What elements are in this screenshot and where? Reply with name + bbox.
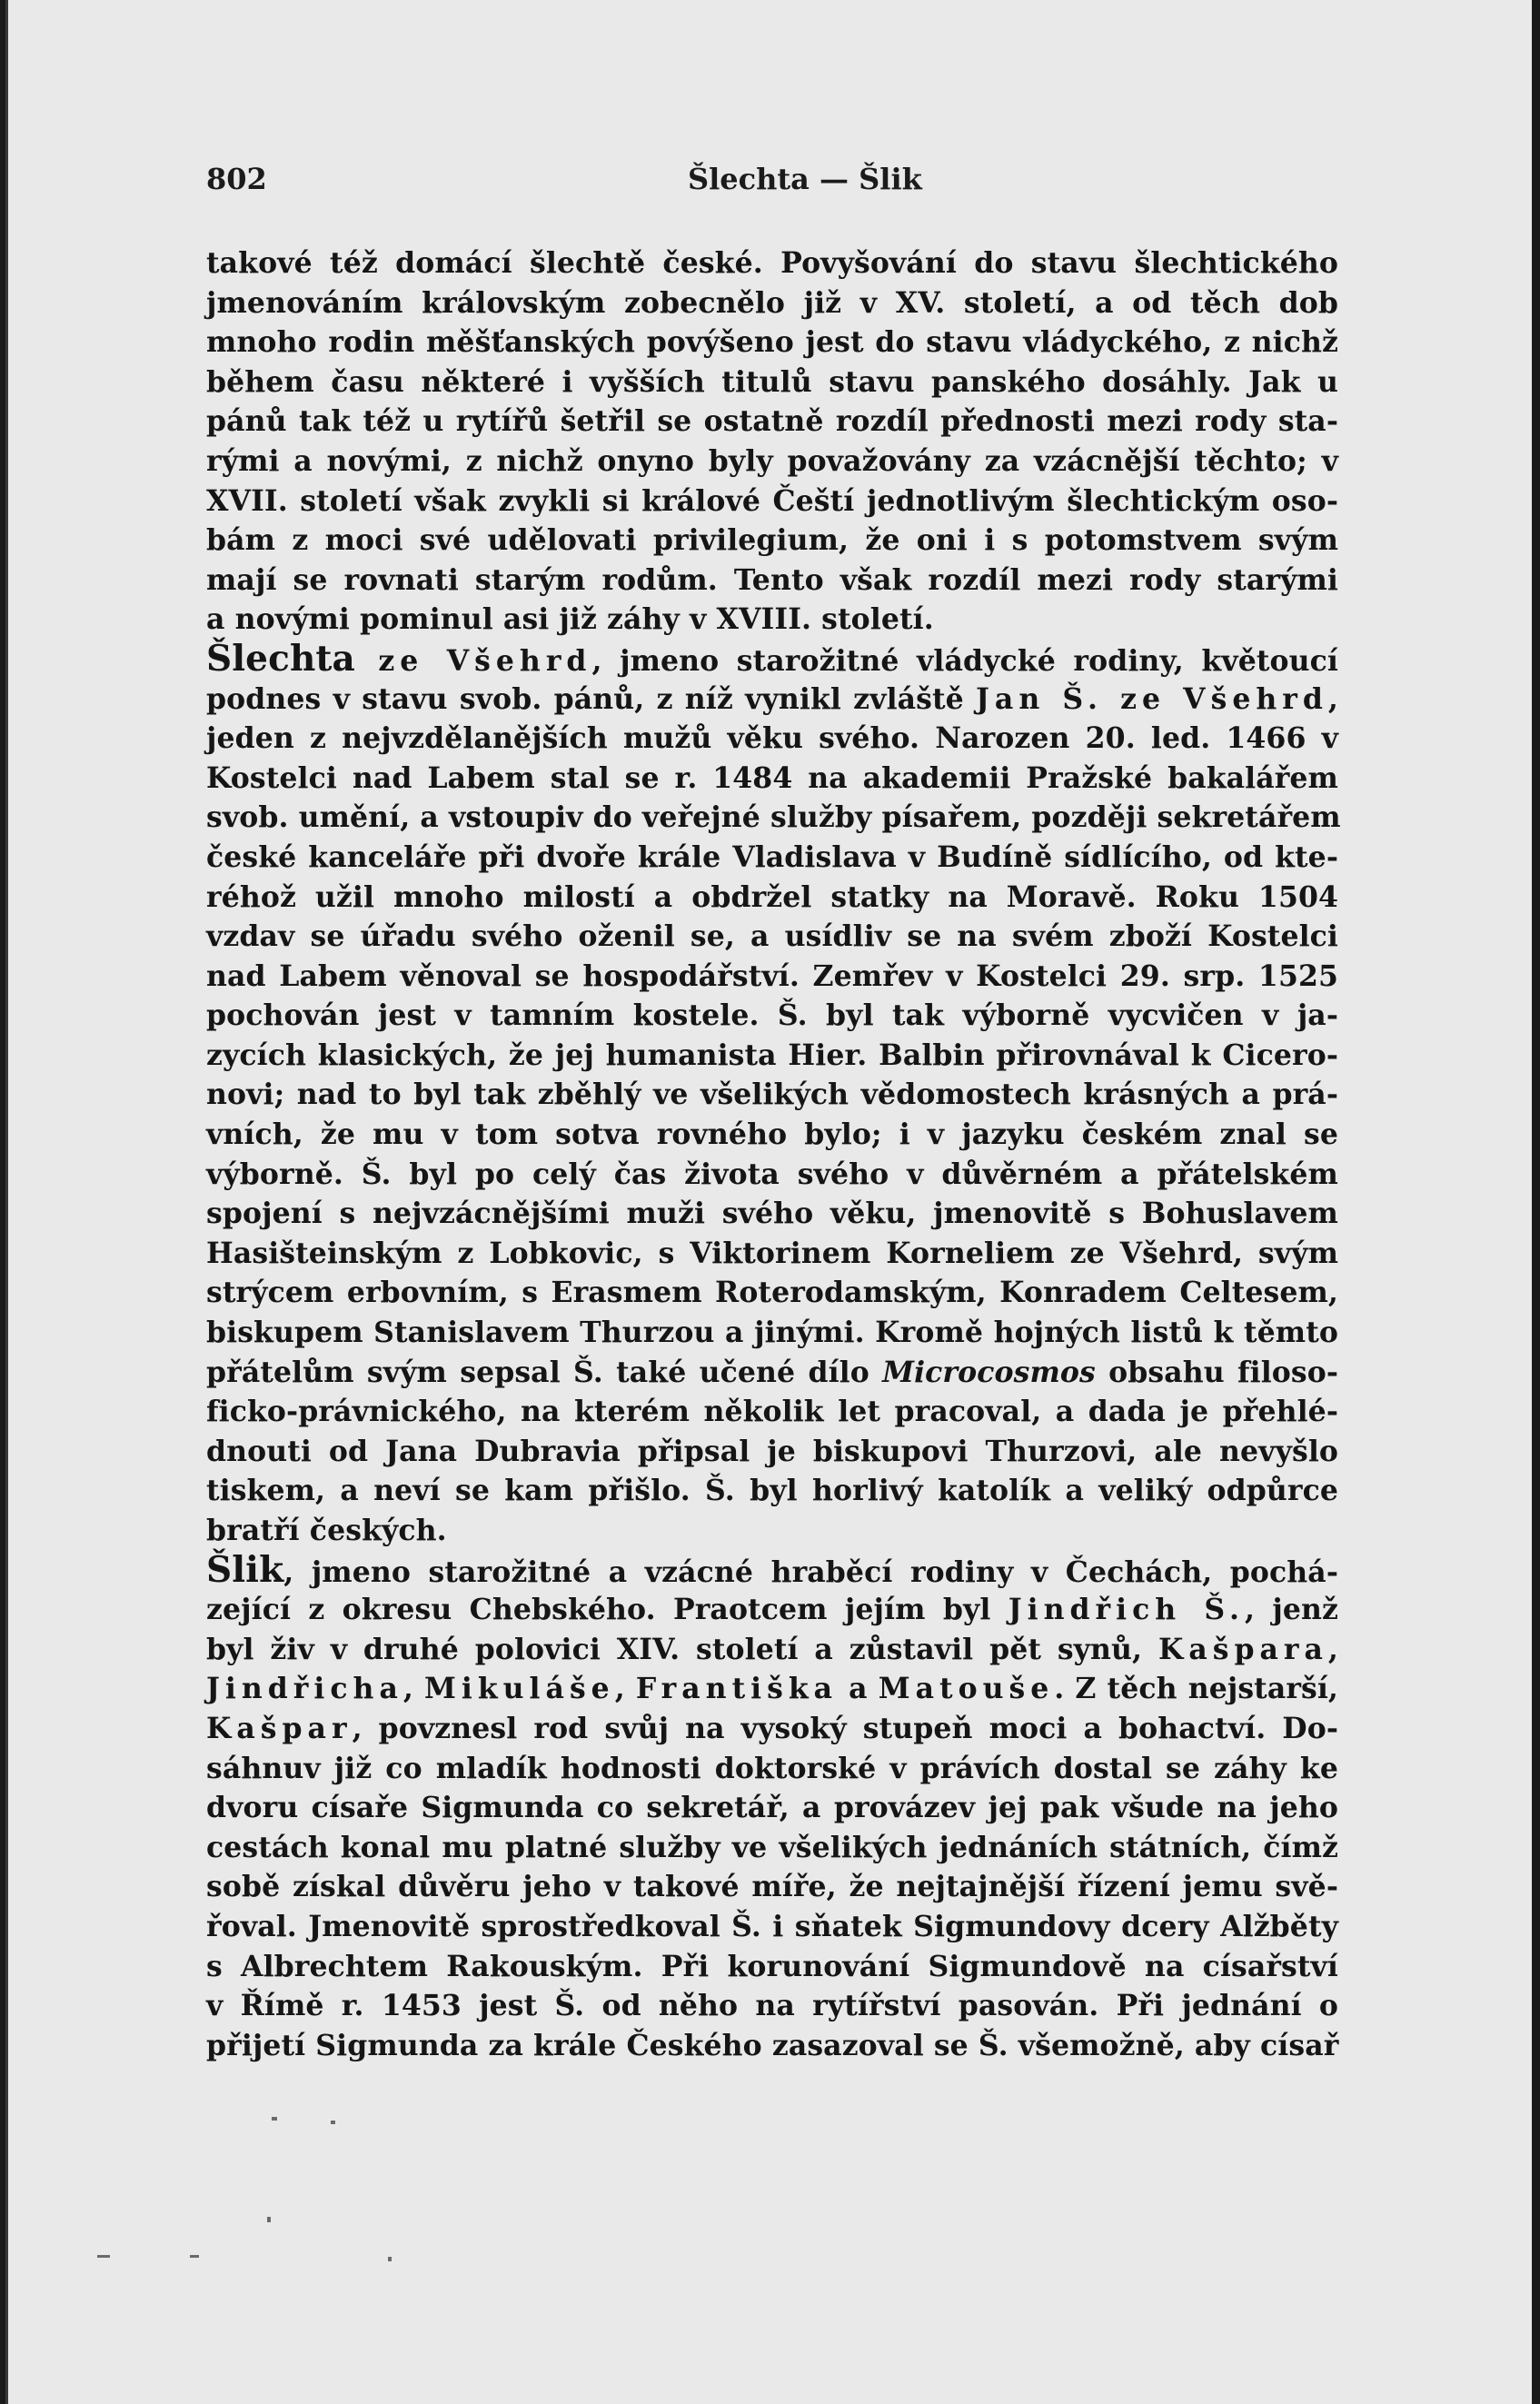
text-line: takové též domácí šlechtě české. Povyšování do stavu šlechtického	[206, 246, 1338, 280]
text-line: zející z okresu Chebského. Praotcem jejím byl Jindřich Š., jenž	[206, 1593, 1338, 1627]
running-title: Šlechta — Šlik	[688, 162, 922, 196]
book-page	[5, 0, 1532, 2404]
text-line: dvoru císaře Sigmunda co sekretář, a provázev jej pak všude na jeho	[206, 1791, 1338, 1825]
text-line: bám z moci své udělovati privilegium, že oni i s potomstvem svým	[206, 523, 1338, 558]
speck	[331, 2121, 335, 2124]
text-line: réhož užil mnoho milostí a obdržel statky na Moravě. Roku 1504	[206, 879, 1338, 914]
page-number: 802	[206, 162, 267, 196]
text-line: spojení s nejvzácnějšími muži svého věku, jmenovitě s Bohuslavem	[206, 1197, 1338, 1231]
scan-specks	[8, 2035, 1535, 2399]
text-line: sáhnuv již co mladík hodnosti doktorské v právích dostal se záhy ke	[206, 1751, 1338, 1785]
text-line: s Albrechtem Rakouským. Při korunování Sigmundově na císařství	[206, 1949, 1338, 1983]
text-line: výborně. Š. byl po celý čas života svého v důvěrném a přátelském	[206, 1157, 1338, 1191]
text-line: pánů tak též u rytířů šetřil se ostatně rozdíl přednosti mezi rody sta-	[206, 404, 1338, 439]
text-line: zycích klasických, že jej humanista Hier. Balbin přirovnával k Cicero-	[206, 1038, 1338, 1072]
text-line: strýcem erbovním, s Erasmem Roterodamským, Konradem Celtesem,	[206, 1276, 1338, 1310]
text-line: mají se rovnati starým rodům. Tento však rozdíl mezi rody starými	[206, 562, 1338, 597]
text-line: vzdav se úřadu svého oženil se, a usídliv se na svém zboží Kostelci	[206, 919, 1338, 954]
text-line: mnoho rodin měšťanských povýšeno jest do stavu vládyckého, z nichž	[206, 325, 1338, 360]
page-header	[206, 162, 1333, 202]
text-line: Kostelci nad Labem stal se r. 1484 na akademii Pražské bakalářem	[206, 760, 1338, 795]
text-line: novi; nad to byl tak zběhlý ve všelikých vědomostech krásných a prá-	[206, 1078, 1338, 1112]
text-line: bratří českých.	[206, 1514, 447, 1547]
text-line: nad Labem věnoval se hospodářství. Zemřev v Kostelci 29. srp. 1525	[206, 959, 1338, 993]
text-line: řoval. Jmenovitě sprostředkoval Š. i sňatek Sigmundovy dcery Alžběty	[206, 1909, 1338, 1943]
text-line: v Římě r. 1453 jest Š. od něho na rytířství pasován. Při jednání o	[206, 1989, 1338, 2023]
speck	[267, 2217, 271, 2222]
text-line: české kanceláře při dvoře krále Vladislava v Budíně sídlícího, od kte-	[206, 839, 1338, 874]
text-line: ficko-právnického, na kterém několik let pracoval, a dada je přehlé-	[206, 1395, 1338, 1429]
text-line: XVII. století však zvykli si králové Čeští jednotlivým šlechtickým oso-	[206, 483, 1338, 518]
text-line: jmenováním královským zobecnělo již v XV. století, a od těch dob	[206, 285, 1338, 320]
entry-headword: Šlechta	[206, 637, 355, 680]
text-line: biskupem Stanislavem Thurzou a jinými. Kromě hojných listů k těmto	[206, 1316, 1338, 1350]
text-line: byl živ v druhé polovici XIV. století a zůstavil pět synů, Kašpara,	[206, 1632, 1338, 1666]
text-line: a novými pominul asi již záhy v XVIII. století.	[206, 602, 934, 637]
body-text	[206, 243, 1341, 2065]
speck	[97, 2255, 110, 2258]
text-line: přijetí Sigmunda za krále Českého zasazoval se Š. všemožně, aby císař	[206, 2028, 1339, 2062]
entry-headword-line: Šlik, jmeno starožitné a vzácné hraběcí rodiny v Čechách, pochá-	[206, 1548, 1338, 1591]
text-line: dnouti od Jana Dubravia připsal je biskupovi Thurzovi, ale nevyšlo	[206, 1434, 1338, 1468]
book-title: Microcosmos	[882, 1355, 1096, 1389]
text-line: přátelům svým sepsal Š. také učené dílo Microcosmos obsahu filoso-	[206, 1355, 1338, 1389]
text-line: Jindřicha, Mikuláše, Františka a Matouše. Z těch nejstarší,	[206, 1672, 1338, 1706]
text-line: sobě získal důvěru jeho v takové míře, že nejtajnější řízení jemu svě-	[206, 1870, 1338, 1904]
text-line: pochován jest v tamním kostele. Š. byl tak výborně vycvičen v ja-	[206, 998, 1338, 1033]
text-line: během času některé i vyšších titulů stavu panského dosáhly. Jak u	[206, 364, 1338, 399]
speck	[190, 2255, 199, 2258]
text-line: cestách konal mu platné služby ve všelikých jednáních státních, čímž	[206, 1830, 1338, 1864]
speck	[272, 2117, 277, 2121]
text-line: jeden z nejvzdělanějších mužů věku svého. Narozen 20. led. 1466 v	[206, 721, 1338, 756]
entry-headword: Šlik	[206, 1548, 284, 1591]
text-line: Kašpar, povznesl rod svůj na vysoký stupeň moci a bohactví. Do-	[206, 1711, 1338, 1745]
text-line: rými a novými, z nichž onyno byly považovány za vzácnější těchto; v	[206, 443, 1338, 478]
speck	[388, 2257, 392, 2261]
text-line: svob. umění, a vstoupiv do veřejné služby písařem, později sekretářem	[206, 800, 1341, 835]
text-line: tiskem, a neví se kam přišlo. Š. byl horlivý katolík a veliký odpůrce	[206, 1474, 1338, 1508]
text-line: Hasišteinským z Lobkovic, s Viktorinem Korneliem ze Všehrd, svým	[206, 1236, 1338, 1270]
text-line: podnes v stavu svob. pánů, z níž vynikl zvláště Jan Š. ze Všehrd,	[206, 681, 1338, 716]
text-line: vních, že mu v tom sotva rovného bylo; i v jazyku českém znal se	[206, 1118, 1338, 1152]
entry-headword-line: Šlechta ze Všehrd, jmeno starožitné vládycké rodiny, květoucí	[206, 637, 1338, 680]
